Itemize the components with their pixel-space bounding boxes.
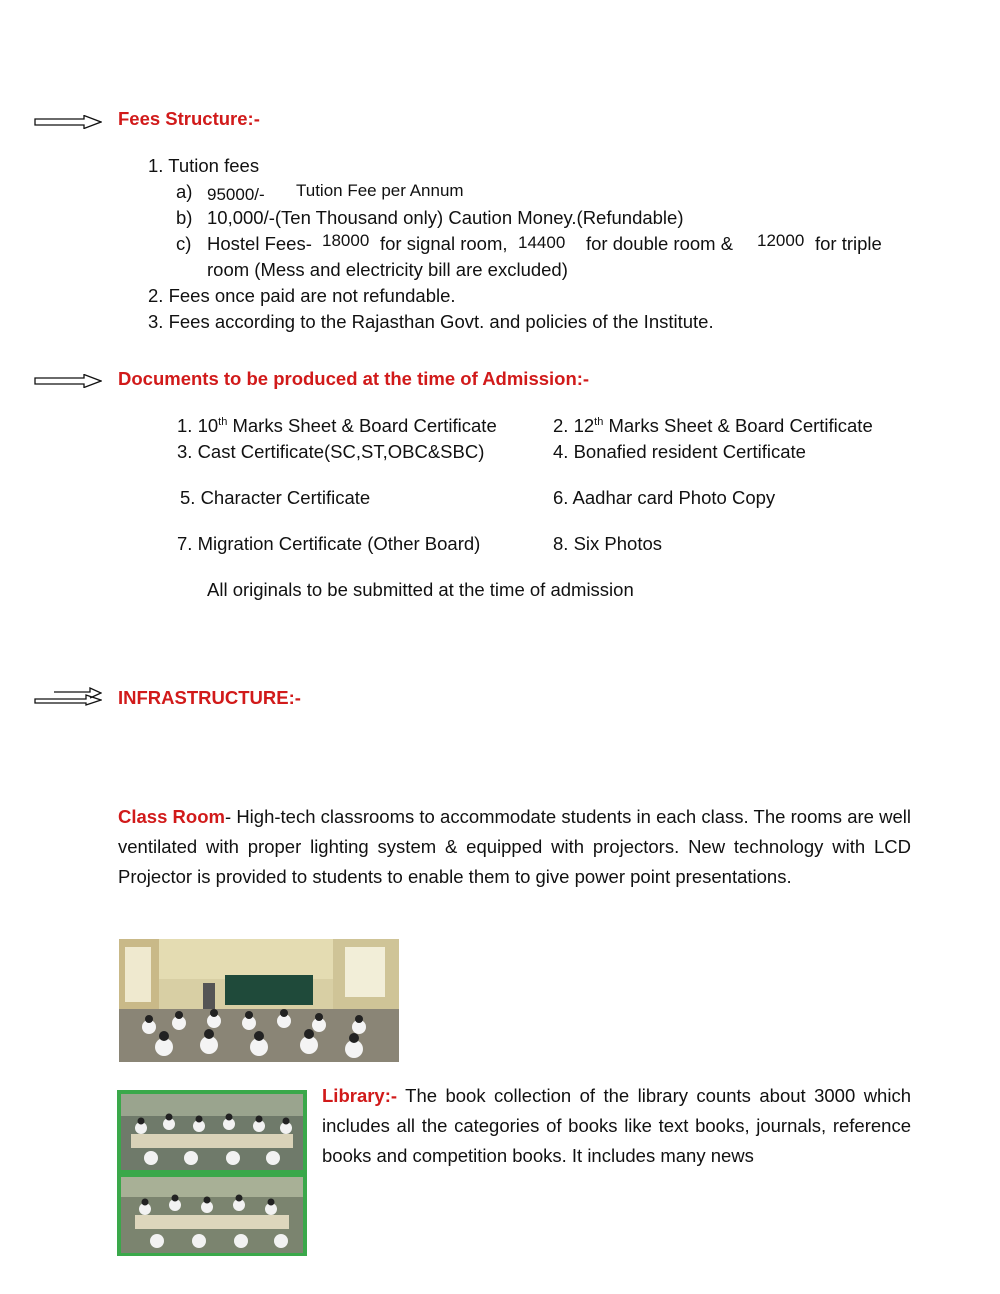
hostel-double-text: for double room & bbox=[586, 233, 734, 254]
fees-item-c-label: c) bbox=[176, 233, 192, 254]
tuition-amount: 95000/- bbox=[207, 185, 265, 204]
double-arrow-right-icon bbox=[34, 686, 102, 708]
hostel-double-amount: 14400 bbox=[518, 233, 566, 252]
classroom-lead: Class Room bbox=[118, 806, 225, 827]
hostel-single-amount: 18000 bbox=[322, 231, 370, 250]
arrow-right-icon bbox=[34, 115, 102, 129]
library-photo-bottom bbox=[121, 1177, 303, 1253]
classroom-text: - High-tech classrooms to accommodate students in each class. The rooms are well ventilated with proper lighting system & equipped with projectors. New technology with LCD Projector is provided to students to enable them to give power point presentations. bbox=[118, 806, 911, 887]
library-photo-top bbox=[121, 1094, 303, 1170]
document-item-4: 4. Bonafied resident Certificate bbox=[553, 441, 806, 462]
tuition-fee-text: Tution Fee per Annum bbox=[296, 181, 464, 200]
document-item-1: 1. 10th Marks Sheet & Board Certificate bbox=[177, 415, 497, 436]
infrastructure-heading: INFRASTRUCTURE:- bbox=[118, 687, 301, 708]
fees-item-2: 2. Fees once paid are not refundable. bbox=[148, 285, 456, 306]
caution-money-text: 10,000/-(Ten Thousand only) Caution Money.(Refundable) bbox=[207, 207, 684, 228]
document-item-6: 6. Aadhar card Photo Copy bbox=[553, 487, 776, 508]
document-item-5: 5. Character Certificate bbox=[180, 487, 371, 508]
fees-item-1: 1. Tution fees bbox=[148, 155, 260, 176]
hostel-triple-amount: 12000 bbox=[757, 231, 805, 250]
hostel-single-text: for signal room, bbox=[380, 233, 508, 254]
library-lead: Library:- bbox=[322, 1085, 398, 1106]
classroom-photo bbox=[119, 939, 399, 1062]
hostel-triple-text: for triple bbox=[815, 233, 882, 254]
fees-item-3: 3. Fees according to the Rajasthan Govt. and policies of the Institute. bbox=[148, 311, 714, 332]
fees-heading: Fees Structure:- bbox=[118, 108, 260, 129]
document-item-8: 8. Six Photos bbox=[553, 533, 663, 554]
document-item-3: 3. Cast Certificate(SC,ST,OBC&SBC) bbox=[177, 441, 485, 462]
documents-heading: Documents to be produced at the time of Admission:- bbox=[118, 368, 590, 389]
library-paragraph bbox=[322, 1081, 911, 1171]
fees-item-a-label: a) bbox=[176, 181, 193, 202]
document-item-2: 2. 12th Marks Sheet & Board Certificate bbox=[553, 415, 873, 436]
hostel-fees-note: room (Mess and electricity bill are excluded) bbox=[207, 259, 568, 280]
originals-note: All originals to be submitted at the time of admission bbox=[207, 579, 634, 600]
fees-item-b-label: b) bbox=[176, 207, 193, 228]
arrow-right-icon bbox=[34, 374, 102, 388]
hostel-fees-prefix: Hostel Fees- bbox=[207, 233, 312, 254]
classroom-paragraph bbox=[118, 802, 911, 892]
library-text: The book collection of the library counts about 3000 which includes all the categories of books like text books, journals, reference books and competition books. It includes many news bbox=[322, 1085, 911, 1166]
document-item-7: 7. Migration Certificate (Other Board) bbox=[177, 533, 481, 554]
